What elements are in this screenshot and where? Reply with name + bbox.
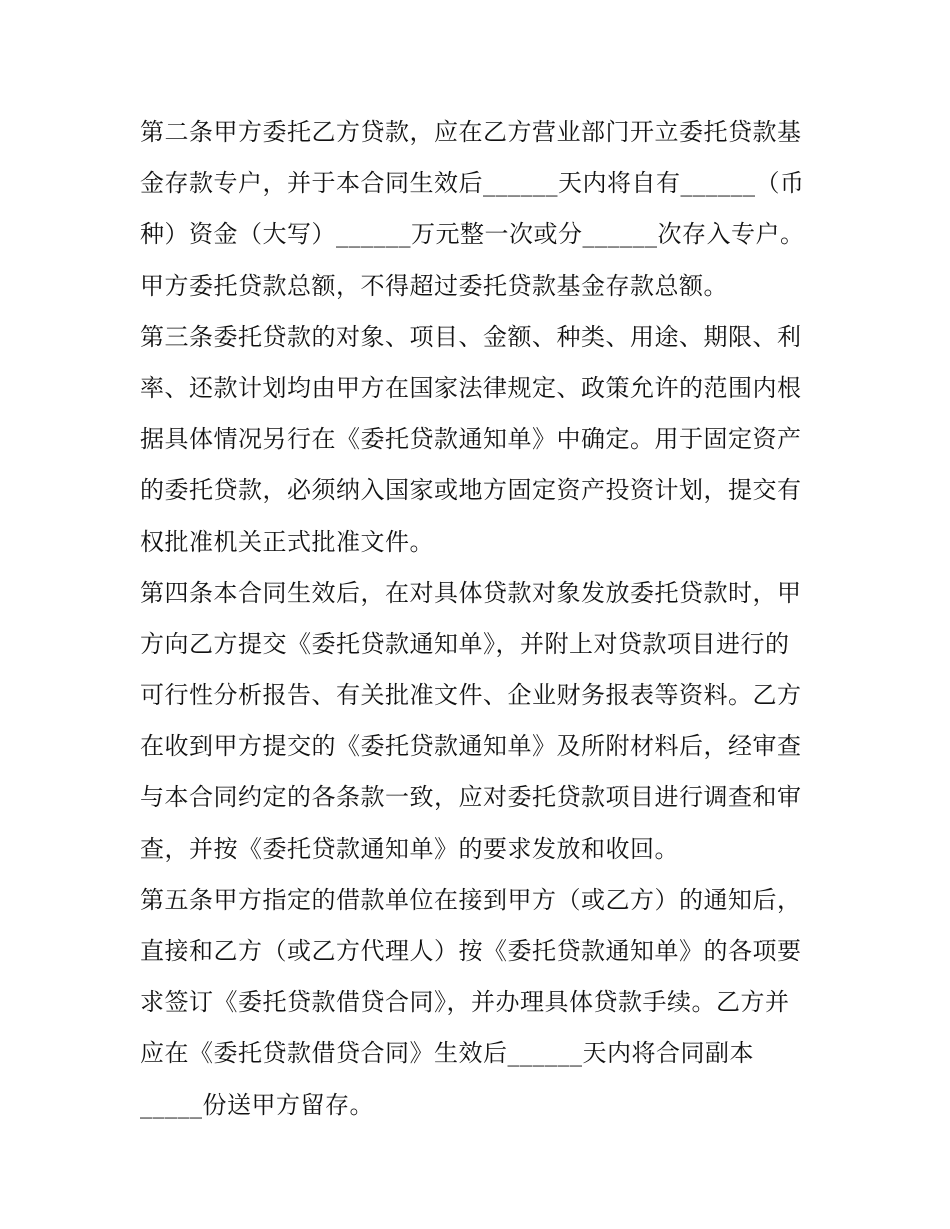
text-line: 第二条甲方委托乙方贷款，应在乙方营业部门开立委托贷款基: [140, 118, 802, 146]
text-line: 方向乙方提交《委托贷款通知单》，并附上对贷款项目进行的: [140, 629, 790, 658]
text-line: 据具体情况另行在《委托贷款通知单》中确定。用于固定资产: [140, 425, 802, 454]
text-line: 的委托贷款，必须纳入国家或地方固定资产投资计划，提交有: [140, 476, 802, 505]
text-line: 第四条本合同生效后，在对具体贷款对象发放委托贷款时，甲: [140, 578, 802, 607]
text-line: 权批准机关正式批准文件。: [140, 527, 434, 556]
text-line: 种）资金（大写）______万元整一次或分______次存入专户。: [140, 220, 805, 249]
text-line: 率、还款计划均由甲方在国家法律规定、政策允许的范围内根: [140, 373, 802, 402]
text-line: 与本合同约定的各条款一致，应对委托贷款项目进行调查和审: [140, 783, 802, 812]
text-line: 在收到甲方提交的《委托贷款通知单》及所附材料后，经审查: [140, 732, 802, 761]
text-line: 求签订《委托贷款借贷合同》，并办理具体贷款手续。乙方并: [140, 988, 790, 1017]
text-line: 第三条委托贷款的对象、项目、金额、种类、用途、期限、利: [140, 322, 802, 351]
text-line: 金存款专户，并于本合同生效后______天内将自有______（币: [140, 169, 805, 198]
text-line: 第五条甲方指定的借款单位在接到甲方（或乙方）的通知后，: [140, 885, 802, 914]
text-line: 应在《委托贷款借贷合同》生效后______天内将合同副本: [140, 1039, 754, 1068]
text-line: 甲方委托贷款总额，不得超过委托贷款基金存款总额。: [140, 271, 728, 300]
text-line: 可行性分析报告、有关批准文件、企业财务报表等资料。乙方: [140, 681, 802, 710]
text-line: 直接和乙方（或乙方代理人）按《委托贷款通知单》的各项要: [140, 937, 802, 965]
text-line: 查，并按《委托贷款通知单》的要求发放和收回。: [140, 834, 679, 863]
text-line: _____份送甲方留存。: [140, 1090, 374, 1119]
document-body: [140, 107, 820, 1131]
